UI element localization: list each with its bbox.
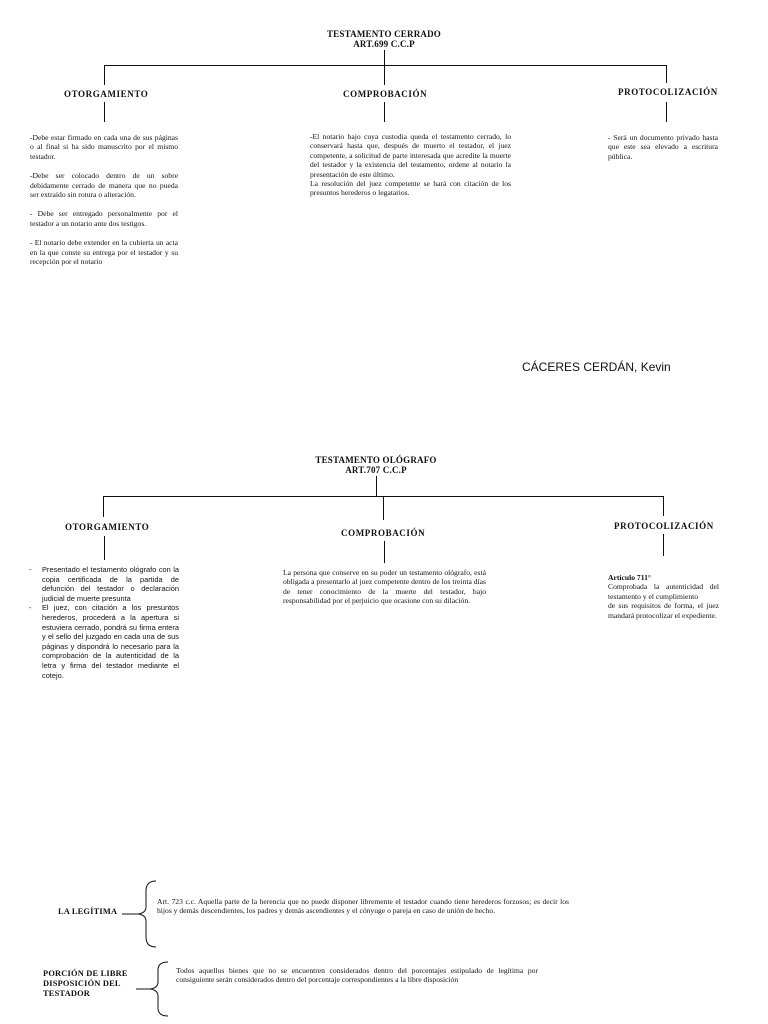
olografo-article-label: Artículo 711° [608,573,651,582]
olografo-right-sub-drop [663,534,664,556]
cerrado-comprobacion-p2: La resolución del juez competente se hará con citación de los presuntos herederos o legatarios. [310,179,511,198]
author-name: CÁCERES CERDÁN, Kevin [522,360,671,374]
olografo-mid-sub-drop [384,541,385,563]
olografo-article: ART.707 C.C.P [345,465,407,475]
olografo-title-block [276,455,476,475]
olografo-otorgamiento-text [29,565,179,680]
cerrado-mid-sub-drop [384,102,385,122]
libre-disposicion-label: PORCIÓN DE LIBRE DISPOSICIÓN DEL TESTADOR [43,969,128,998]
cerrado-otorgamiento-heading: OTORGAMIENTO [64,89,149,99]
cerrado-protocolizacion-text: - Será un documento privado hasta que este sea elevado a escritura pública. [608,133,718,161]
cerrado-left-sub-drop [104,102,105,122]
cerrado-branch-line [104,65,666,66]
olografo-otorgamiento-heading: OTORGAMIENTO [65,522,150,532]
cerrado-left-drop [104,65,105,85]
olografo-left-drop [103,496,104,517]
olografo-protocolizacion-heading: PROTOCOLIZACIÓN [614,521,714,531]
cerrado-otorgamiento-p3: - Debe ser entregado personalmente por el testador a un notario ante dos testigos. [30,209,178,228]
cerrado-protocolizacion-heading: PROTOCOLIZACIÓN [618,87,718,97]
cerrado-comprobacion-heading: COMPROBACIÓN [343,89,428,99]
olografo-left-sub-drop [104,536,105,560]
cerrado-right-drop [666,65,667,83]
cerrado-right-sub-drop [666,102,667,122]
olografo-comprobacion-text: La persona que conserve en su poder un testamento ológrafo, está obligada a presentarlo al juez competente dentro de los treinta días de tener conocimiento de la muerte del testador, bajo responsabilidad por el perjuicio que ocasione con su dilación. [283,568,486,606]
cerrado-stem-line [384,50,385,65]
olografo-protocolizacion-p2: de sus requisitos de forma, el juez mandará protocolizar el expediente. [608,601,719,620]
olografo-right-drop [663,496,664,516]
olografo-stem-line [376,476,377,496]
cerrado-otorgamiento-text [30,133,178,276]
olografo-otorgamiento-item-2: - El juez, con citación a los presuntos herederos, procederá a la apertura si estuviera cerrado, pondrá su firma entera y el sello del juzgado en cada una de sus páginas y dispondrá lo necesario para la comprobación de la autenticidad de la letra y firma del testador mediante el cotejo. [29,603,179,680]
legitima-text: Art. 723 c.c. Aquella parte de la herencia que no puede disponer libremente el testador cuando tiene herederos forzosos; es decir los hijos y demás descendientes, los padres y demás ascendientes y el cónyuge o pareja en caso de unión de hecho. [157,897,569,916]
olografo-comprobacion-heading: COMPROBACIÓN [341,528,426,538]
cerrado-comprobacion-p1: -El notario bajo cuya custodia queda el testamento cerrado, lo conservará hasta que, después de muerto el testador, el juez competente, a solicitud de parte interesada que acredite la muerte del testador y la existencia del testamento, ordene al notario la presentación de este último. [310,132,511,179]
libre-disposicion-text: Todos aquellos bienes que no se encuentren considerados dentro del porcentajes estipulado de legítima por consiguiente serán considerados dentro del porcentaje correspondientes a la libre disposición [176,966,538,985]
olografo-protocolizacion-p1: Comprobada la autenticidad del testamento y el cumplimiento [608,582,719,601]
cerrado-comprobacion-text [310,132,511,198]
cerrado-mid-drop [384,65,385,85]
olografo-protocolizacion-text [608,573,719,620]
cerrado-title: TESTAMENTO CERRADO [326,29,442,39]
olografo-mid-drop [383,496,384,520]
cerrado-article: ART.699 C.C.P [353,39,415,49]
legitima-brace-icon [120,879,160,949]
cerrado-otorgamiento-p1: -Debe estar firmado en cada una de sus páginas o al final si ha sido manuscrito por el mismo testador. [30,133,178,161]
cerrado-title-block [284,29,484,49]
libre-disposicion-brace-icon [132,960,172,1020]
olografo-title: TESTAMENTO OLÓGRAFO [315,455,437,465]
legitima-label: LA LEGÍTIMA [58,907,118,916]
cerrado-otorgamiento-p4: - El notario debe extender en la cubierta un acta en la que conste su entrega por el testador y su recepción por el notario [30,238,178,267]
olografo-otorgamiento-item-1: - Presentado el testamento ológrafo con la copia certificada de la partida de defunción del testador o declaración judicial de muerte presunta [29,565,179,603]
cerrado-otorgamiento-p2: -Debe ser colocado dentro de un sobre debidamente cerrado de manera que no pueda ser extraído sin rotura o alteración. [30,171,178,200]
